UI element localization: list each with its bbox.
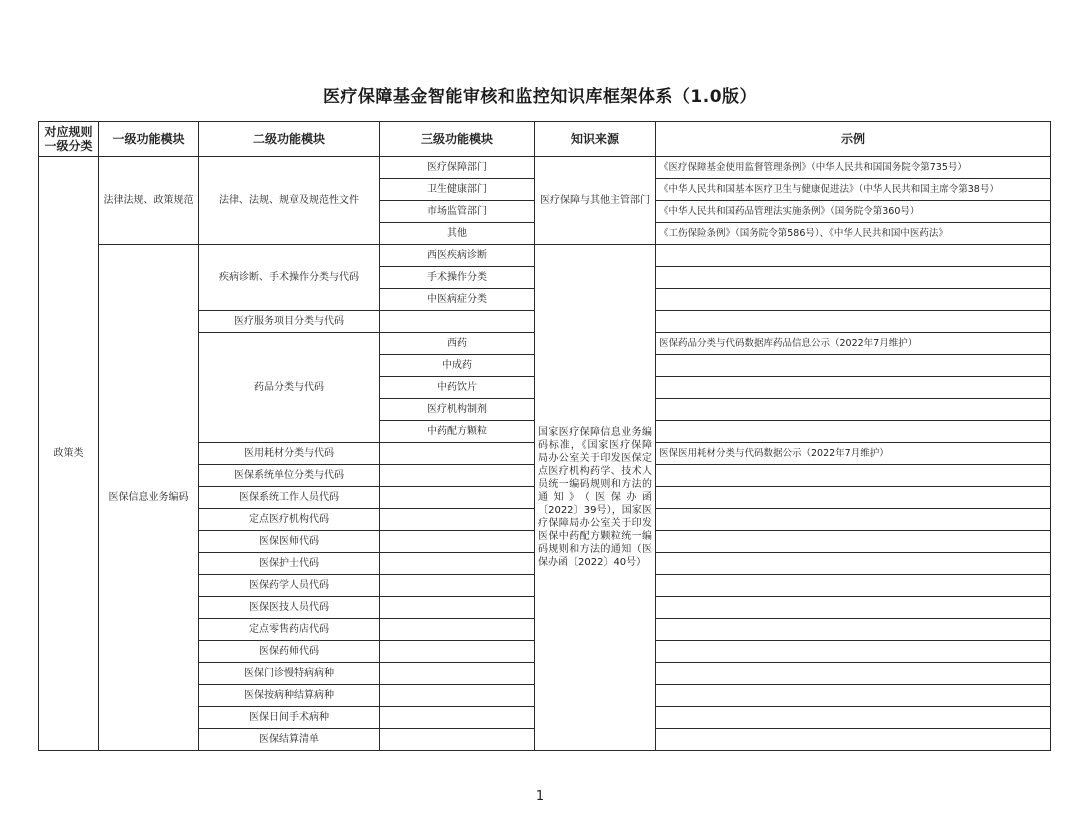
example-cell [656,487,1051,509]
level2-cell: 医保药师代码 [199,641,380,663]
level2-cell: 医保系统工作人员代码 [199,487,380,509]
level3-cell: 其他 [380,223,535,245]
example-cell: 《工伤保险条例》（国务院令第586号）、《中华人民共和国中医药法》 [656,223,1051,245]
example-cell [656,619,1051,641]
law-level1-cell: 法律法规、政策规范 [99,157,199,245]
document-title: 医疗保障基金智能审核和监控知识库框架体系（1.0版） [322,87,758,107]
level2-cell: 医用耗材分类与代码 [199,443,380,465]
coding-source-cell: 国家医疗保障信息业务编码标准，《国家医疗保障局办公室关于印发医保定点医疗机构药学、技术人员统一编码规则和方法的通知》（医保办函〔2022〕39号），国家医疗保障局办公室关于印发医保中药配方颗粒统一编码规则和方法的通知（医保办函〔2022〕40号） [535,245,656,751]
drug-level2-cell: 药品分类与代码 [199,333,380,443]
header-source: 知识来源 [535,122,656,157]
example-cell [656,245,1051,267]
example-cell [656,729,1051,751]
level3-cell [380,619,535,641]
header-level1: 一级功能模块 [99,122,199,157]
header-level3: 三级功能模块 [380,122,535,157]
level2-cell: 医保日间手术病种 [199,707,380,729]
level3-cell [380,509,535,531]
level2-cell: 医保护士代码 [199,553,380,575]
level3-cell: 西医疾病诊断 [380,245,535,267]
example-cell: 医保药品分类与代码数据库药品信息公示（2022年7月维护） [656,333,1051,355]
level3-cell [380,531,535,553]
example-cell [656,421,1051,443]
level3-cell [380,729,535,751]
level3-cell [380,311,535,333]
example-cell [656,575,1051,597]
law-level2-cell: 法律、法规、规章及规范性文件 [199,157,380,245]
level3-cell: 中医病症分类 [380,289,535,311]
coding-level1-cell: 医保信息业务编码 [99,245,199,751]
level2-cell: 医保医技人员代码 [199,597,380,619]
category-cell: 政策类 [39,157,99,751]
level3-cell [380,575,535,597]
level2-cell: 医保按病种结算病种 [199,685,380,707]
level3-cell: 医疗保障部门 [380,157,535,179]
knowledge-framework-table [38,121,1051,751]
header-rule-category: 对应规则一级分类 [39,122,99,157]
example-cell [656,377,1051,399]
level3-cell: 西药 [380,333,535,355]
header-example: 示例 [656,122,1051,157]
header-row [39,122,1051,157]
example-cell [656,663,1051,685]
level3-cell [380,487,535,509]
level3-cell: 中成药 [380,355,535,377]
disease-level2-cell: 疾病诊断、手术操作分类与代码 [199,245,380,311]
level2-cell: 医疗服务项目分类与代码 [199,311,380,333]
level3-cell: 市场监管部门 [380,201,535,223]
level2-cell: 医保门诊慢特病病种 [199,663,380,685]
level3-cell [380,443,535,465]
example-cell [656,289,1051,311]
header-level2: 二级功能模块 [199,122,380,157]
level2-cell: 医保医师代码 [199,531,380,553]
example-cell [656,553,1051,575]
law-source-cell: 医疗保障与其他主管部门 [535,157,656,245]
example-cell [656,531,1051,553]
example-cell: 医保医用耗材分类与代码数据公示（2022年7月维护） [656,443,1051,465]
level3-cell: 手术操作分类 [380,267,535,289]
level3-cell [380,685,535,707]
level3-cell: 中药饮片 [380,377,535,399]
example-cell [656,267,1051,289]
level3-cell [380,663,535,685]
level3-cell: 医疗机构制剂 [380,399,535,421]
level2-cell: 定点医疗机构代码 [199,509,380,531]
level3-cell [380,597,535,619]
level2-cell: 医保系统单位分类与代码 [199,465,380,487]
level3-cell: 卫生健康部门 [380,179,535,201]
level3-cell [380,465,535,487]
level3-cell [380,641,535,663]
example-cell [656,355,1051,377]
level2-cell: 定点零售药店代码 [199,619,380,641]
page-number: 1 [535,789,545,804]
example-cell [656,707,1051,729]
level2-cell: 医保结算清单 [199,729,380,751]
example-cell [656,311,1051,333]
level3-cell [380,707,535,729]
table-row [39,245,1051,267]
example-cell [656,641,1051,663]
example-cell: 《中华人民共和国药品管理法实施条例》（国务院令第360号） [656,201,1051,223]
level3-cell [380,553,535,575]
example-cell [656,685,1051,707]
example-cell: 《中华人民共和国基本医疗卫生与健康促进法》（中华人民共和国主席令第38号） [656,179,1051,201]
example-cell [656,399,1051,421]
example-cell: 《医疗保障基金使用监督管理条例》（中华人民共和国国务院令第735号） [656,157,1051,179]
example-cell [656,465,1051,487]
level3-cell: 中药配方颗粒 [380,421,535,443]
level2-cell: 医保药学人员代码 [199,575,380,597]
table-row [39,157,1051,179]
example-cell [656,509,1051,531]
example-cell [656,597,1051,619]
